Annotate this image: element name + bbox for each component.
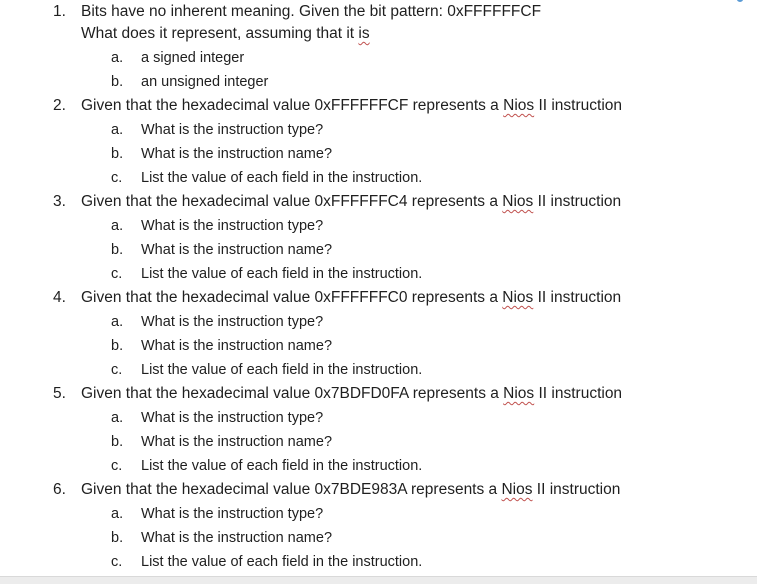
part-letter: b.: [111, 242, 124, 258]
question-text: Given that the hexadecimal value 0x7BDE983A represents a: [81, 481, 502, 498]
spellcheck-word[interactable]: Nios: [502, 193, 534, 210]
part-text: List the value of each field in the instruction.: [141, 266, 423, 282]
question-text-end: II instruction: [534, 97, 623, 114]
question-text: Given that the hexadecimal value 0xFFFFFFC4 represents a: [81, 193, 503, 210]
question-number: 5.: [53, 385, 66, 402]
question-text: Given that the hexadecimal value 0xFFFFFFCF represents a: [81, 97, 504, 114]
question-number: 3.: [53, 193, 66, 210]
part-letter: b.: [111, 434, 124, 450]
spellcheck-word[interactable]: Nios: [503, 97, 535, 114]
question-number: 2.: [53, 97, 66, 114]
spellcheck-word[interactable]: Nios: [502, 289, 534, 306]
part-letter: a.: [111, 314, 124, 330]
part-text: What is the instruction type?: [141, 122, 324, 138]
spellcheck-word[interactable]: Nios: [501, 481, 533, 498]
part-text: List the value of each field in the instruction.: [141, 362, 423, 378]
part-letter: b.: [111, 338, 124, 354]
part-text: a signed integer: [141, 50, 245, 66]
part-text: List the value of each field in the instruction.: [141, 554, 423, 570]
question-number: 1.: [53, 3, 66, 20]
question-number: 6.: [53, 481, 66, 498]
part-text: What is the instruction type?: [141, 314, 324, 330]
part-text: an unsigned integer: [141, 74, 269, 90]
part-text: What is the instruction name?: [141, 146, 333, 162]
spellcheck-word[interactable]: is: [358, 25, 370, 42]
part-text: List the value of each field in the instruction.: [141, 458, 423, 474]
part-letter: c.: [111, 266, 123, 282]
part-letter: c.: [111, 554, 123, 570]
part-text: List the value of each field in the instruction.: [141, 170, 423, 186]
question-text: Bits have no inherent meaning. Given the bit pattern: 0xFFFFFFCF: [81, 3, 542, 20]
part-text: What is the instruction type?: [141, 218, 324, 234]
part-letter: a.: [111, 410, 124, 426]
question-text-end: II instruction: [533, 193, 622, 210]
part-text: What is the instruction name?: [141, 434, 333, 450]
question-text: Given that the hexadecimal value 0x7BDFD0FA represents a: [81, 385, 504, 402]
part-letter: c.: [111, 362, 123, 378]
part-letter: a.: [111, 218, 124, 234]
continuation-text: What does it represent, assuming that it: [81, 25, 359, 42]
part-letter: b.: [111, 146, 124, 162]
part-letter: c.: [111, 458, 123, 474]
question-number: 4.: [53, 289, 66, 306]
part-letter: a.: [111, 50, 124, 66]
part-letter: c.: [111, 170, 123, 186]
part-text: What is the instruction name?: [141, 242, 333, 258]
part-text: What is the instruction type?: [141, 506, 324, 522]
part-text: What is the instruction type?: [141, 410, 324, 426]
part-text: What is the instruction name?: [141, 338, 333, 354]
part-letter: a.: [111, 506, 124, 522]
page-corner-indicator: [737, 0, 743, 2]
question-text: Given that the hexadecimal value 0xFFFFFFC0 represents a: [81, 289, 503, 306]
question-text-end: II instruction: [532, 481, 621, 498]
question-text-end: II instruction: [533, 289, 622, 306]
part-letter: a.: [111, 122, 124, 138]
part-text: What is the instruction name?: [141, 530, 333, 546]
spellcheck-word[interactable]: Nios: [503, 385, 535, 402]
part-letter: b.: [111, 530, 124, 546]
part-letter: b.: [111, 74, 124, 90]
question-text-end: II instruction: [534, 385, 623, 402]
